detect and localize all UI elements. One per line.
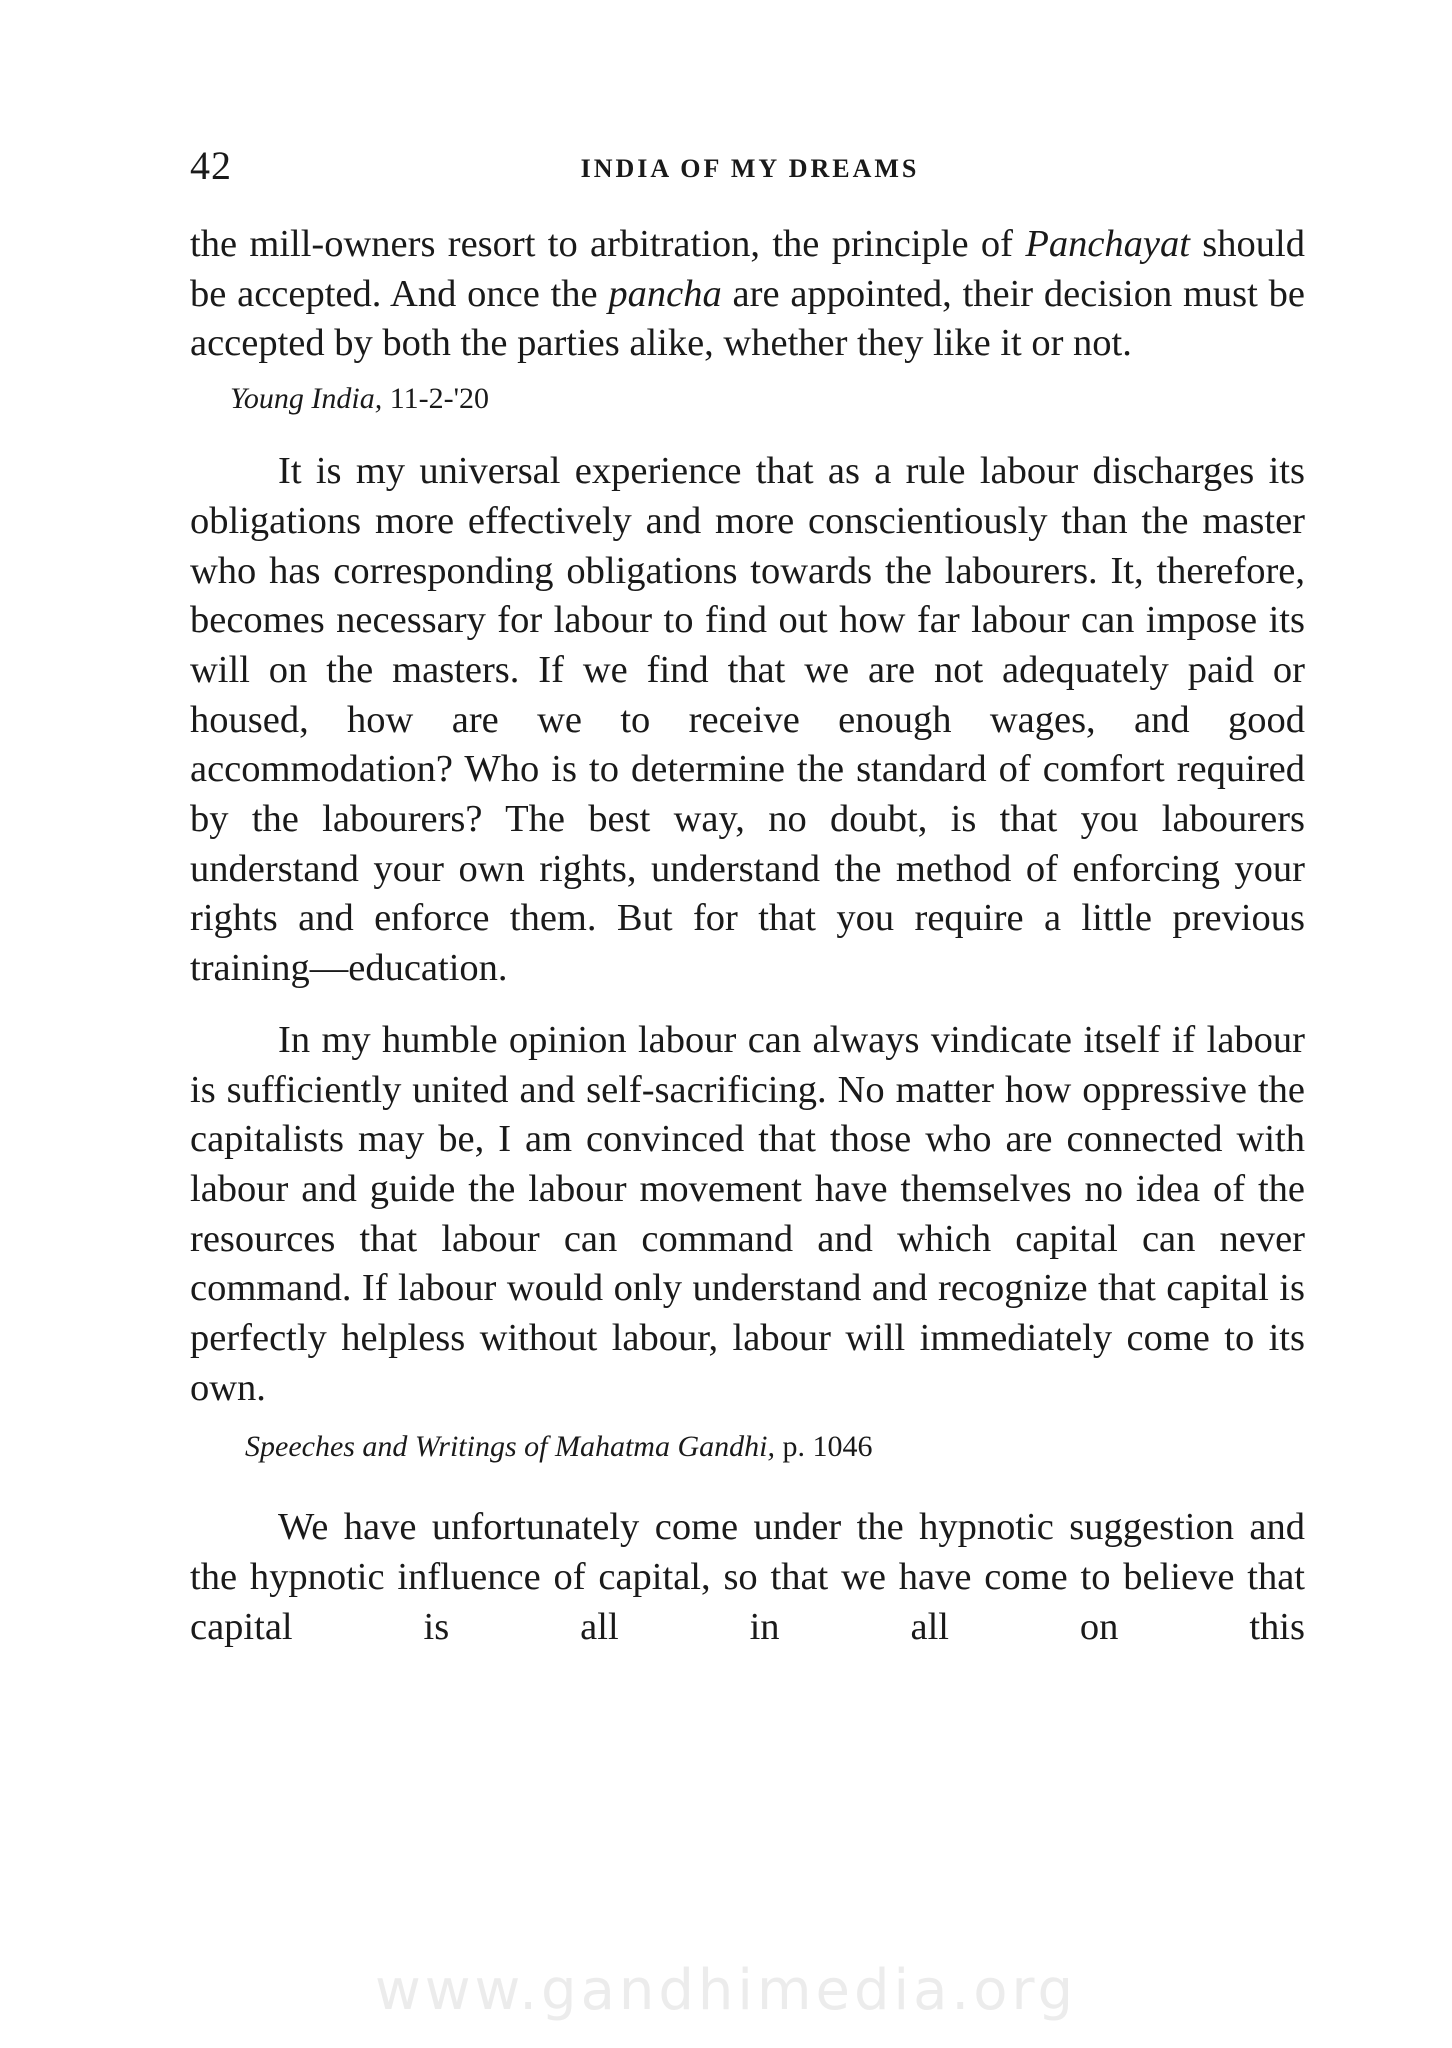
paragraph-4: We have unfortunately come under the hypnotic suggestion and the hypnotic influence of capital, so that we have come to believe that capital is all in all on this bbox=[190, 1506, 1305, 1648]
paragraph-1-text-b: should be accepted. And once the bbox=[190, 223, 1305, 315]
page-number: 42 bbox=[190, 143, 232, 188]
citation-source: Young India, bbox=[230, 382, 383, 416]
paragraph-1-text-c: are appointed, their decision must be accepted by both the parties alike, whether they like it or not. bbox=[190, 272, 1305, 365]
page-header bbox=[190, 142, 1310, 192]
citation-source: Speeches and Writings of Mahatma Gandhi, bbox=[245, 1430, 775, 1464]
citation-page: p. 1046 bbox=[774, 1430, 873, 1464]
citation-date: 11-2-'20 bbox=[382, 382, 490, 416]
paragraph-3: In my humble opinion labour can always vindicate itself if labour is sufficiently united and self-sacrificing. No matter how oppressive the capitalists may be, I am convinced that those who are connected with labour and guide the labour movement have themselves no idea of the resources that labour can command and which capital can never command. If labour would only understand and recognize that capital is perfectly helpless without labour, labour will immediately come to its own. bbox=[190, 1018, 1305, 1409]
watermark: www.gandhimedia.org bbox=[374, 1958, 1078, 2023]
citation-young-india bbox=[230, 379, 1305, 419]
running-head: INDIA OF MY DREAMS bbox=[580, 154, 920, 183]
paragraph-1 bbox=[190, 220, 1305, 369]
italic-term-pancha: pancha bbox=[608, 272, 722, 315]
italic-term-panchayat: Panchayat bbox=[1025, 223, 1190, 265]
body-text bbox=[190, 220, 1305, 1653]
paragraph-1-text-a: the mill-owners resort to arbitration, the principle of bbox=[190, 223, 1026, 265]
citation-speeches-and-writings bbox=[245, 1427, 1305, 1467]
paragraph-2: It is my universal experience that as a rule labour discharges its obligations more effectively and more conscientiously than the master who has corresponding obligations towards the labourers. It, therefore, becomes necessary for labour to find out how far labour can impose its will on the masters. If we find that we are not adequately paid or housed, how are we to receive enough wages, and good accommodation? Who is to determine the standard of comfort required by the labourers? The best way, no doubt, is that you labourers understand your own rights, understand the method of enforcing your rights and enforce them. But for that you require a little previous training—education. bbox=[190, 450, 1305, 990]
